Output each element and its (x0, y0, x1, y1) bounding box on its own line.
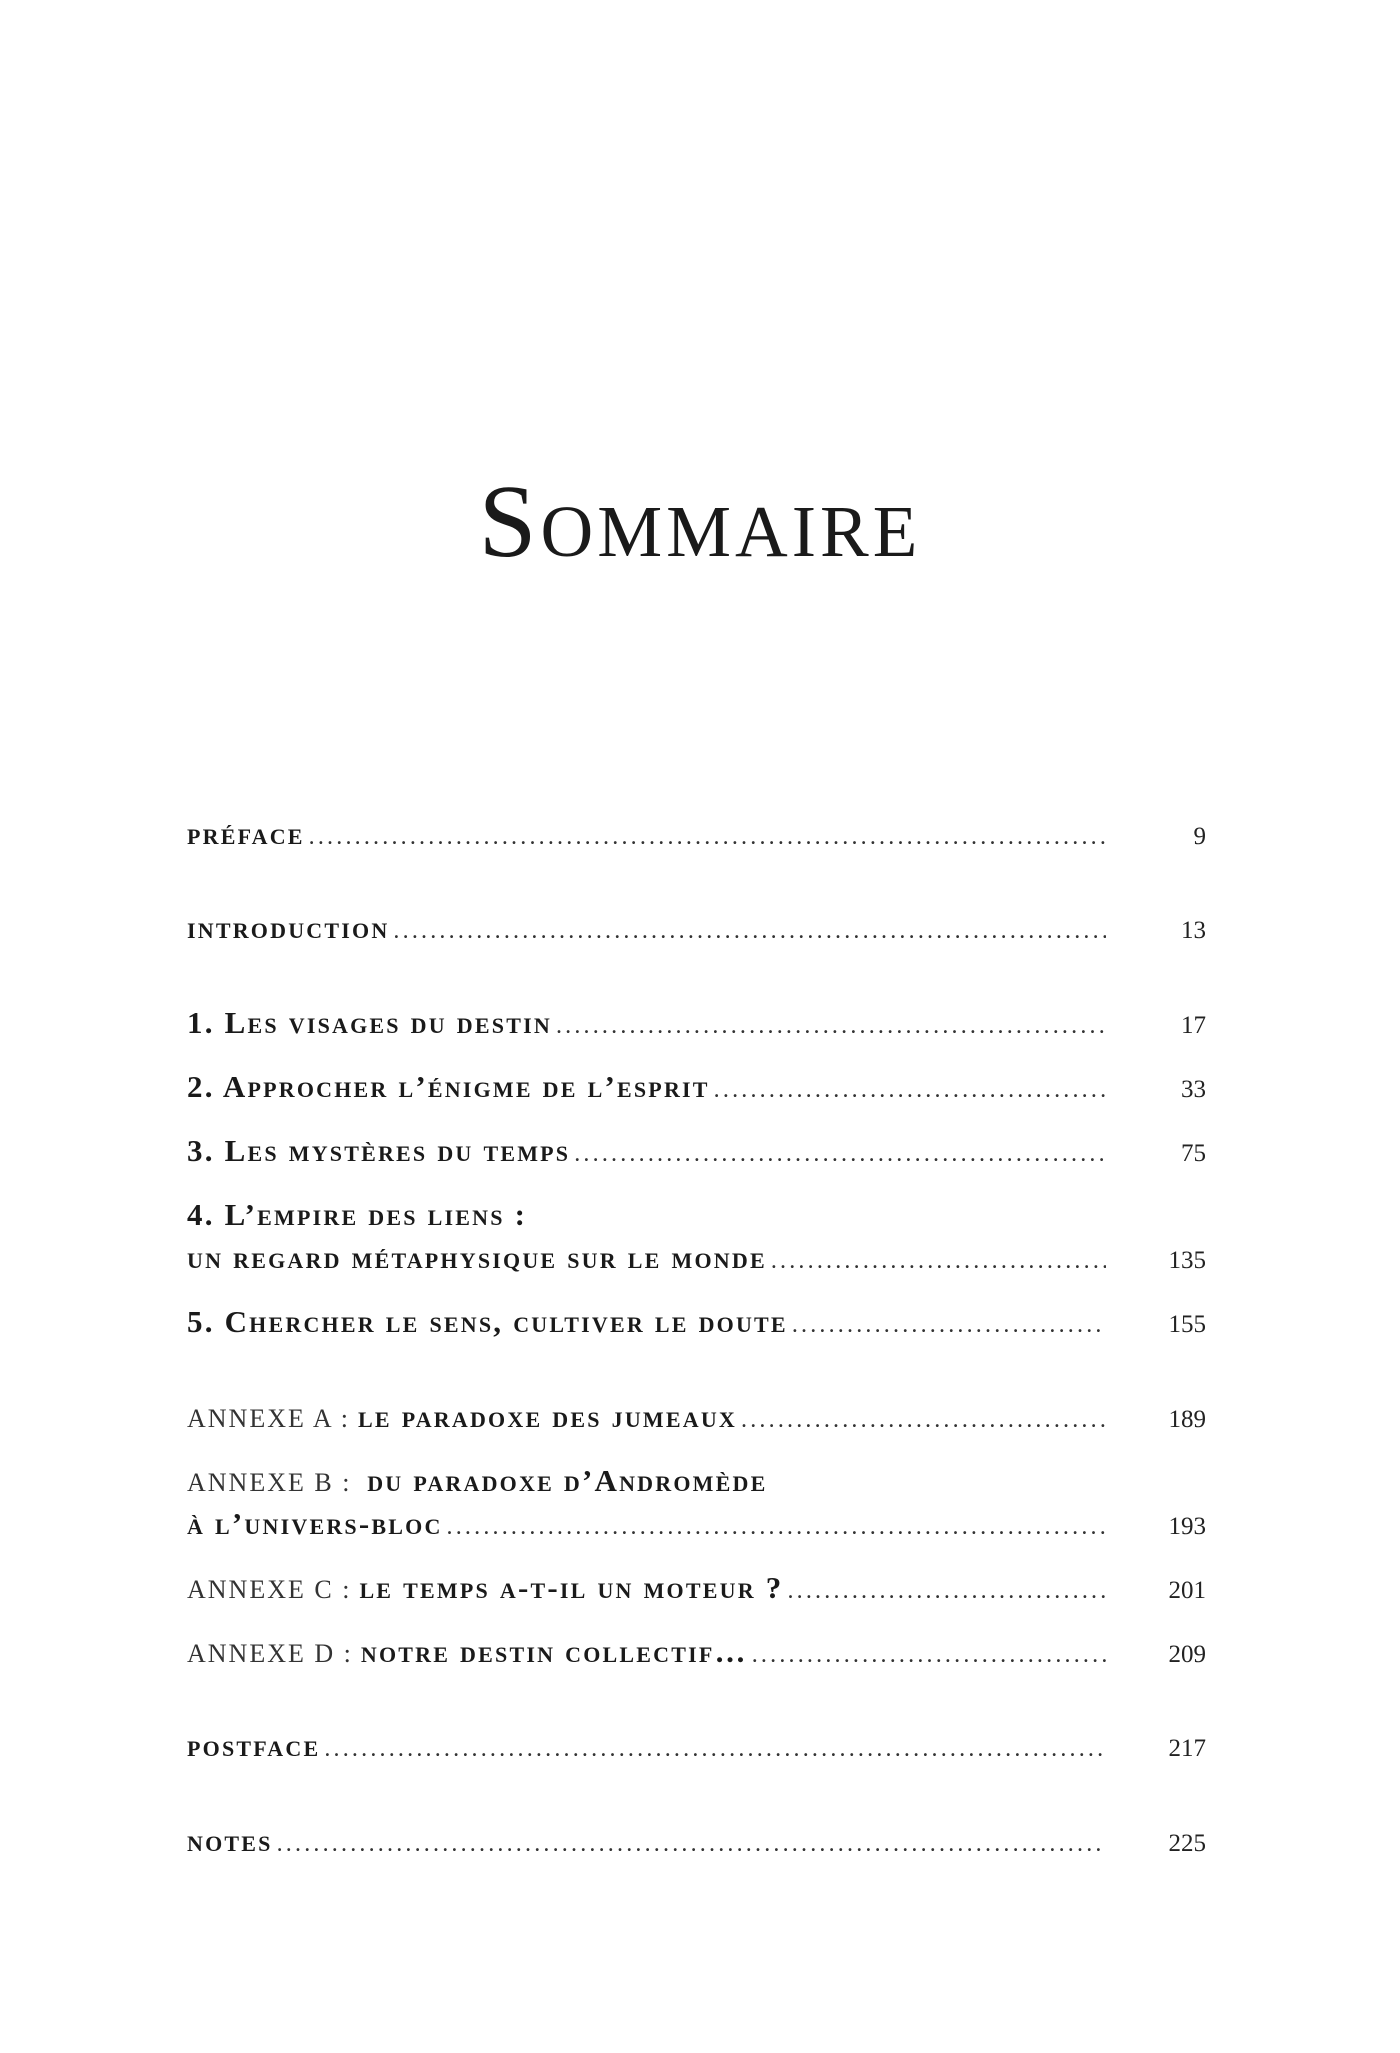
toc-entry-preface[interactable] (187, 818, 1206, 849)
toc-page-number: 217 (1168, 1735, 1206, 1762)
toc-entry-postface[interactable] (187, 1730, 1206, 1761)
dot-leader (752, 1643, 1106, 1667)
toc-entry-annexe-b[interactable] (187, 1508, 1206, 1539)
annexe-prefix: ANNEXE A : (187, 1404, 350, 1433)
toc-page-number: 13 (1181, 917, 1206, 944)
toc-entry-label: 2. Approcher l’énigme de l’esprit (187, 1069, 710, 1104)
page-title: Sommaire (478, 464, 922, 579)
toc-entry-label: un regard métaphysique sur le monde (187, 1240, 767, 1275)
toc-entry-notes[interactable] (187, 1825, 1206, 1856)
dot-leader (309, 825, 1106, 849)
toc-page-number: 193 (1168, 1513, 1206, 1540)
toc-page-number: 189 (1168, 1406, 1206, 1433)
toc-entry-chapter-1[interactable] (187, 1007, 1206, 1038)
toc-entry-label: le temps a-t-il un moteur ? (359, 1570, 784, 1605)
toc-entry-chapter-3[interactable] (187, 1135, 1206, 1166)
annexe-prefix: ANNEXE B : (187, 1468, 352, 1497)
dot-leader (447, 1515, 1106, 1539)
toc-entry-introduction[interactable] (187, 912, 1206, 943)
toc-entry-label: notre destin collectif… (360, 1634, 748, 1669)
toc-entry-annexe-c[interactable] (187, 1572, 1206, 1603)
toc-entry-annexe-d[interactable] (187, 1636, 1206, 1667)
toc-entry-label: le paradoxe des jumeaux (358, 1399, 738, 1434)
dot-leader (324, 1737, 1106, 1761)
toc-entry-annexe-a[interactable] (187, 1401, 1206, 1432)
toc-page-number: 9 (1193, 823, 1206, 850)
dot-leader (714, 1078, 1106, 1102)
toc-entry-label: notes (187, 1823, 273, 1858)
toc-page-number: 225 (1168, 1830, 1206, 1857)
toc-page-number: 33 (1181, 1076, 1206, 1103)
annexe-prefix: ANNEXE D : (187, 1639, 353, 1668)
dot-leader (393, 919, 1106, 943)
dot-leader (771, 1249, 1106, 1273)
toc-entry-chapter-4-line1[interactable]: 4. L’empire des liens : (187, 1197, 528, 1232)
toc-page-number: 75 (1181, 1140, 1206, 1167)
toc-entry-annexe-b-line1[interactable] (187, 1465, 767, 1496)
toc-entry-chapter-4[interactable] (187, 1242, 1206, 1273)
dot-leader (787, 1579, 1106, 1603)
toc-page-number: 135 (1168, 1247, 1206, 1274)
dot-leader (556, 1014, 1106, 1038)
toc-entry-label: 5. Chercher le sens, cultiver le doute (187, 1304, 788, 1339)
toc-entry-label: à l’univers-bloc (187, 1506, 443, 1541)
annexe-prefix: ANNEXE C : (187, 1575, 352, 1604)
toc-entry-label: préface (187, 816, 305, 851)
toc-entry-label: 3. Les mystères du temps (187, 1133, 571, 1168)
dot-leader (792, 1313, 1106, 1337)
dot-leader (277, 1832, 1106, 1856)
toc-page-number: 209 (1168, 1641, 1206, 1668)
dot-leader (741, 1408, 1106, 1432)
toc-page-number: 201 (1168, 1577, 1206, 1604)
toc-entry-label: introduction (187, 910, 390, 945)
toc-entry-chapter-2[interactable] (187, 1071, 1206, 1102)
toc-page-number: 17 (1181, 1012, 1206, 1039)
toc-entry-label: du paradoxe d’Andromède (367, 1463, 768, 1498)
dot-leader (574, 1142, 1106, 1166)
toc-entry-label: 1. Les visages du destin (187, 1005, 552, 1040)
toc-entry-label: postface (187, 1728, 321, 1763)
toc-page-number: 155 (1168, 1311, 1206, 1338)
toc-entry-chapter-5[interactable] (187, 1306, 1206, 1337)
